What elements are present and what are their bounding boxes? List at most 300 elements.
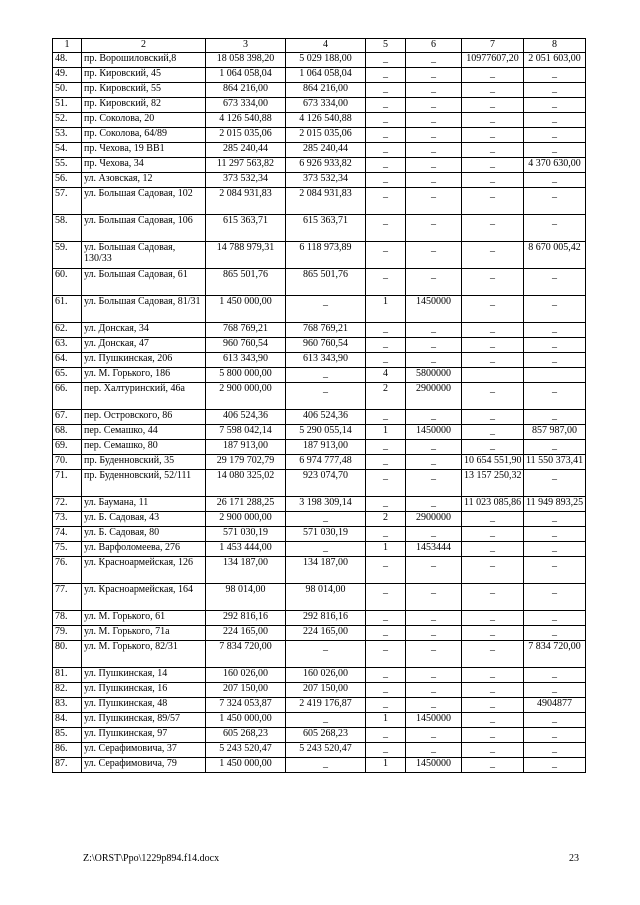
table-cell [462, 368, 524, 383]
table-row [53, 98, 586, 113]
table-row [53, 215, 586, 242]
table-cell: 373 532,34 [206, 173, 286, 188]
table-cell: _ [366, 188, 406, 215]
table-cell: ул. Большая Садовая, 61 [82, 269, 206, 296]
table-cell: _ [406, 527, 462, 542]
table-cell: _ [406, 455, 462, 470]
table-cell: 18 058 398,20 [206, 53, 286, 68]
table-cell: 2 084 931,83 [286, 188, 366, 215]
table-cell: 7 598 042,14 [206, 425, 286, 440]
table-cell: 6 926 933,82 [286, 158, 366, 173]
table-cell: ул. Большая Садовая, 81/31 [82, 296, 206, 323]
table-cell: _ [366, 440, 406, 455]
table-cell: 13 157 250,32 [462, 470, 524, 497]
table-row [53, 425, 586, 440]
table-cell: 51. [53, 98, 82, 113]
table-cell: пер. Семашко, 44 [82, 425, 206, 440]
table-cell: ул. Красноармейская, 126 [82, 557, 206, 584]
table-cell: 134 187,00 [286, 557, 366, 584]
address-funding-table [52, 38, 586, 773]
table-cell: _ [406, 683, 462, 698]
table-cell: _ [524, 98, 586, 113]
table-cell: _ [406, 188, 462, 215]
table-row [53, 68, 586, 83]
table-row [53, 728, 586, 743]
table-cell: _ [366, 53, 406, 68]
table-cell: _ [524, 83, 586, 98]
table-cell: _ [406, 641, 462, 668]
table-cell: _ [366, 698, 406, 713]
table-cell: 1453444 [406, 542, 462, 557]
table-row [53, 128, 586, 143]
table-cell: _ [406, 410, 462, 425]
table-cell: 64. [53, 353, 82, 368]
table-cell: 86. [53, 743, 82, 758]
table-cell: 58. [53, 215, 82, 242]
table-cell: 292 816,16 [206, 611, 286, 626]
table-cell: _ [462, 743, 524, 758]
table-cell: 77. [53, 584, 82, 611]
table-cell: 224 165,00 [286, 626, 366, 641]
table-cell: ул. Пушкинская, 16 [82, 683, 206, 698]
table-cell: _ [462, 425, 524, 440]
table-row [53, 743, 586, 758]
table-cell: 87. [53, 758, 82, 773]
table-cell: _ [524, 728, 586, 743]
table-cell: ул. М. Горького, 186 [82, 368, 206, 383]
table-row [53, 242, 586, 269]
table-cell: 865 501,76 [206, 269, 286, 296]
table-cell: 4 370 630,00 [524, 158, 586, 173]
table-cell: 68. [53, 425, 82, 440]
table-cell: 60. [53, 269, 82, 296]
table-cell: _ [462, 698, 524, 713]
table-cell: 10 654 551,90 [462, 455, 524, 470]
table-cell: пр. Чехова, 34 [82, 158, 206, 173]
table-cell: 1 450 000,00 [206, 758, 286, 773]
table-cell: _ [406, 470, 462, 497]
table-cell: 53. [53, 128, 82, 143]
table-cell: 5 243 520,47 [286, 743, 366, 758]
table-cell: ул. Б. Садовая, 43 [82, 512, 206, 527]
table-cell: 98 014,00 [206, 584, 286, 611]
table-row [53, 83, 586, 98]
table-cell: _ [462, 383, 524, 410]
table-cell: _ [462, 626, 524, 641]
table-cell: _ [406, 68, 462, 83]
table-cell: _ [524, 542, 586, 557]
table-row [53, 527, 586, 542]
table-cell: 98 014,00 [286, 584, 366, 611]
table-row [53, 713, 586, 728]
table-cell: _ [286, 296, 366, 323]
table-cell: _ [366, 143, 406, 158]
table-cell: пр. Ворошиловский,8 [82, 53, 206, 68]
table-cell: 160 026,00 [206, 668, 286, 683]
table-cell: _ [286, 512, 366, 527]
table-cell: _ [366, 128, 406, 143]
table-cell: _ [366, 455, 406, 470]
table-cell: _ [524, 410, 586, 425]
table-cell: 3 198 309,14 [286, 497, 366, 512]
table-cell: _ [462, 728, 524, 743]
table-cell: 2 015 035,06 [206, 128, 286, 143]
table-cell: 65. [53, 368, 82, 383]
table-cell: 52. [53, 113, 82, 128]
table-cell: 29 179 702,79 [206, 455, 286, 470]
table-cell: 1450000 [406, 713, 462, 728]
table-cell: _ [406, 440, 462, 455]
table-row [53, 557, 586, 584]
table-cell: ул. Большая Садовая, 106 [82, 215, 206, 242]
page-number: 23 [569, 853, 579, 864]
table-cell: _ [462, 542, 524, 557]
table-row [53, 143, 586, 158]
table-cell: _ [462, 68, 524, 83]
table-cell: _ [286, 713, 366, 728]
table-cell: ул. Пушкинская, 97 [82, 728, 206, 743]
table-cell: _ [524, 470, 586, 497]
table-cell: 2 900 000,00 [206, 512, 286, 527]
table-cell: 673 334,00 [206, 98, 286, 113]
table-cell: ул. М. Горького, 71а [82, 626, 206, 641]
table-cell: _ [524, 296, 586, 323]
table-cell: 57. [53, 188, 82, 215]
table-cell: _ [462, 512, 524, 527]
table-cell: _ [524, 353, 586, 368]
table-cell: пр. Буденновский, 35 [82, 455, 206, 470]
table-cell: _ [366, 527, 406, 542]
table-cell: _ [286, 542, 366, 557]
table-cell: 67. [53, 410, 82, 425]
table-cell: пер. Семашко, 80 [82, 440, 206, 455]
table-cell: _ [462, 683, 524, 698]
table-cell: 80. [53, 641, 82, 668]
table-cell: _ [366, 668, 406, 683]
table-cell: 2 084 931,83 [206, 188, 286, 215]
table-cell: 2900000 [406, 383, 462, 410]
table-cell: 7 834 720,00 [206, 641, 286, 668]
table-cell: _ [462, 611, 524, 626]
table-cell: _ [366, 728, 406, 743]
table-cell: 768 769,21 [286, 323, 366, 338]
table-cell: 605 268,23 [286, 728, 366, 743]
table-cell: _ [406, 53, 462, 68]
table-cell: 285 240,44 [286, 143, 366, 158]
table-cell: 82. [53, 683, 82, 698]
table-cell: _ [524, 683, 586, 698]
table-cell: _ [462, 98, 524, 113]
table-cell: _ [462, 641, 524, 668]
table-cell: _ [462, 128, 524, 143]
table-cell: пр. Кировский, 82 [82, 98, 206, 113]
table-row [53, 296, 586, 323]
table-cell: 1 [366, 296, 406, 323]
table-row [53, 584, 586, 611]
table-cell: _ [366, 641, 406, 668]
table-cell: 4 126 540,88 [206, 113, 286, 128]
table-cell: 26 171 288,25 [206, 497, 286, 512]
table-cell: ул. Варфоломеева, 276 [82, 542, 206, 557]
table-cell: 2 900 000,00 [206, 383, 286, 410]
column-header: 4 [286, 39, 366, 53]
table-cell: 84. [53, 713, 82, 728]
table-cell: 4904877 [524, 698, 586, 713]
table-cell: _ [462, 215, 524, 242]
table-cell: 865 501,76 [286, 269, 366, 296]
table-cell: ул. М. Горького, 82/31 [82, 641, 206, 668]
table-row [53, 53, 586, 68]
table-cell: _ [524, 758, 586, 773]
table-cell: _ [366, 173, 406, 188]
table-row [53, 158, 586, 173]
table-cell: 69. [53, 440, 82, 455]
table-cell: ул. Донская, 34 [82, 323, 206, 338]
table-cell: 960 760,54 [206, 338, 286, 353]
table-cell: ул. Серафимовича, 37 [82, 743, 206, 758]
table-cell: 75. [53, 542, 82, 557]
table-row [53, 455, 586, 470]
table-cell: 78. [53, 611, 82, 626]
column-header: 6 [406, 39, 462, 53]
table-cell: _ [524, 113, 586, 128]
table-cell: 85. [53, 728, 82, 743]
table-cell: пер. Островского, 86 [82, 410, 206, 425]
column-header: 5 [366, 39, 406, 53]
table-cell: _ [462, 584, 524, 611]
table-cell: _ [524, 611, 586, 626]
column-header: 8 [524, 39, 586, 53]
table-cell: 1 450 000,00 [206, 713, 286, 728]
table-row [53, 497, 586, 512]
table-cell: 6 118 973,89 [286, 242, 366, 269]
table-cell: _ [366, 557, 406, 584]
table-cell: _ [462, 713, 524, 728]
table-cell: 14 080 325,02 [206, 470, 286, 497]
table-cell: _ [406, 668, 462, 683]
table-header-row [53, 39, 586, 53]
table-cell: 5800000 [406, 368, 462, 383]
table-cell: 207 150,00 [206, 683, 286, 698]
table-cell: 14 788 979,31 [206, 242, 286, 269]
table-cell: 2 419 176,87 [286, 698, 366, 713]
table-row [53, 542, 586, 557]
table-cell: 70. [53, 455, 82, 470]
table-cell: _ [462, 143, 524, 158]
table-cell: 2 [366, 383, 406, 410]
table-cell: _ [462, 173, 524, 188]
table-row [53, 470, 586, 497]
table-cell: _ [406, 626, 462, 641]
table-cell: 1 [366, 713, 406, 728]
table-cell: _ [406, 128, 462, 143]
table-cell: 5 290 055,14 [286, 425, 366, 440]
table-cell: _ [366, 83, 406, 98]
table-cell: _ [366, 158, 406, 173]
table-cell: 4 [366, 368, 406, 383]
table-cell: _ [524, 128, 586, 143]
table-cell: пер. Халтуринский, 46а [82, 383, 206, 410]
table-cell: _ [406, 143, 462, 158]
table-row [53, 269, 586, 296]
table-row [53, 338, 586, 353]
table-cell: _ [406, 557, 462, 584]
table-cell: _ [524, 323, 586, 338]
table-cell: 56. [53, 173, 82, 188]
table-row [53, 440, 586, 455]
table-cell: _ [462, 242, 524, 269]
table-cell: _ [286, 383, 366, 410]
table-cell: ул. Серафимовича, 79 [82, 758, 206, 773]
table-cell: 7 834 720,00 [524, 641, 586, 668]
table-cell: 11 023 085,86 [462, 497, 524, 512]
table-cell: _ [462, 323, 524, 338]
table-cell: _ [366, 338, 406, 353]
table-cell: _ [366, 626, 406, 641]
table-cell: пр. Соколова, 64/89 [82, 128, 206, 143]
table-cell: _ [462, 557, 524, 584]
table-cell: _ [286, 758, 366, 773]
table-cell: 59. [53, 242, 82, 269]
table-cell: 76. [53, 557, 82, 584]
table-cell: 134 187,00 [206, 557, 286, 584]
table-cell: 224 165,00 [206, 626, 286, 641]
table-cell: пр. Чехова, 19 ВВ1 [82, 143, 206, 158]
table-row [53, 758, 586, 773]
table-cell: 2900000 [406, 512, 462, 527]
table-cell: 74. [53, 527, 82, 542]
table-cell: 7 324 053,87 [206, 698, 286, 713]
table-cell: ул. Пушкинская, 14 [82, 668, 206, 683]
table-cell: _ [462, 338, 524, 353]
table-row [53, 410, 586, 425]
table-cell: 187 913,00 [206, 440, 286, 455]
table-cell: 55. [53, 158, 82, 173]
table-cell: 160 026,00 [286, 668, 366, 683]
table-cell: _ [366, 68, 406, 83]
table-cell: 11 949 893,25 [524, 497, 586, 512]
table-cell: пр. Кировский, 55 [82, 83, 206, 98]
table-row [53, 113, 586, 128]
table-cell: 61. [53, 296, 82, 323]
table-cell: _ [524, 557, 586, 584]
table-cell: _ [524, 512, 586, 527]
table-cell: 1450000 [406, 425, 462, 440]
table-cell: 11 297 563,82 [206, 158, 286, 173]
table-row [53, 626, 586, 641]
table-cell: 73. [53, 512, 82, 527]
table-cell: 571 030,19 [286, 527, 366, 542]
table-cell: _ [524, 743, 586, 758]
table-cell: 2 015 035,06 [286, 128, 366, 143]
table-cell: 923 074,70 [286, 470, 366, 497]
table-cell: ул. Баумана, 11 [82, 497, 206, 512]
table-cell: _ [524, 527, 586, 542]
table-cell: 54. [53, 143, 82, 158]
table-cell: 6 974 777,48 [286, 455, 366, 470]
table-cell: 571 030,19 [206, 527, 286, 542]
table-cell: ул. Пушкинская, 89/57 [82, 713, 206, 728]
table-cell: _ [406, 323, 462, 338]
table-cell: _ [366, 497, 406, 512]
table-cell: _ [524, 668, 586, 683]
table-cell: _ [366, 215, 406, 242]
table-row [53, 698, 586, 713]
table-cell: 8 670 005,42 [524, 242, 586, 269]
column-header: 2 [82, 39, 206, 53]
table-cell: 63. [53, 338, 82, 353]
table-cell: _ [366, 242, 406, 269]
table-cell: 207 150,00 [286, 683, 366, 698]
table-cell: _ [406, 338, 462, 353]
table-cell: _ [286, 368, 366, 383]
table-cell: ул. Красноармейская, 164 [82, 584, 206, 611]
table-cell: _ [406, 113, 462, 128]
table-cell: 1 [366, 758, 406, 773]
table-row [53, 173, 586, 188]
table-cell: _ [366, 113, 406, 128]
table-cell: ул. Большая Садовая, 130/33 [82, 242, 206, 269]
table-cell: 864 216,00 [286, 83, 366, 98]
table-row [53, 353, 586, 368]
table-cell: _ [524, 383, 586, 410]
table-cell: _ [524, 188, 586, 215]
table-cell: _ [524, 440, 586, 455]
table-cell: _ [406, 353, 462, 368]
table-cell: _ [366, 470, 406, 497]
column-header: 7 [462, 39, 524, 53]
table-row [53, 512, 586, 527]
table-cell: _ [462, 158, 524, 173]
table-cell: 613 343,90 [206, 353, 286, 368]
table-cell: _ [406, 173, 462, 188]
table-cell: _ [524, 68, 586, 83]
column-header: 1 [53, 39, 82, 53]
table-cell: 2 051 603,00 [524, 53, 586, 68]
table-cell: _ [462, 527, 524, 542]
table-cell: _ [462, 668, 524, 683]
table-cell: _ [406, 158, 462, 173]
table-row [53, 188, 586, 215]
table-cell: _ [366, 584, 406, 611]
table-cell: 48. [53, 53, 82, 68]
table-cell: _ [524, 584, 586, 611]
table-cell: 605 268,23 [206, 728, 286, 743]
table-row [53, 641, 586, 668]
table-row [53, 323, 586, 338]
table-cell: ул. Донская, 47 [82, 338, 206, 353]
table-cell: ул. Пушкинская, 48 [82, 698, 206, 713]
table-cell: _ [406, 215, 462, 242]
table-cell: _ [286, 641, 366, 668]
table-cell: 1450000 [406, 758, 462, 773]
table-cell: 11 550 373,41 [524, 455, 586, 470]
table-cell: 81. [53, 668, 82, 683]
table-cell: ул. Б. Садовая, 80 [82, 527, 206, 542]
footer-file-path: Z:\ORST\Ppo\1229p894.f14.docx [83, 853, 220, 864]
table-cell: _ [366, 269, 406, 296]
table-cell: 373 532,34 [286, 173, 366, 188]
table-cell: 49. [53, 68, 82, 83]
table-cell: _ [524, 143, 586, 158]
table-cell: _ [524, 173, 586, 188]
table-cell: пр. Соколова, 20 [82, 113, 206, 128]
table-cell: _ [462, 353, 524, 368]
table-cell: 72. [53, 497, 82, 512]
table-cell: _ [462, 269, 524, 296]
table-cell: _ [366, 683, 406, 698]
table-cell: _ [462, 410, 524, 425]
